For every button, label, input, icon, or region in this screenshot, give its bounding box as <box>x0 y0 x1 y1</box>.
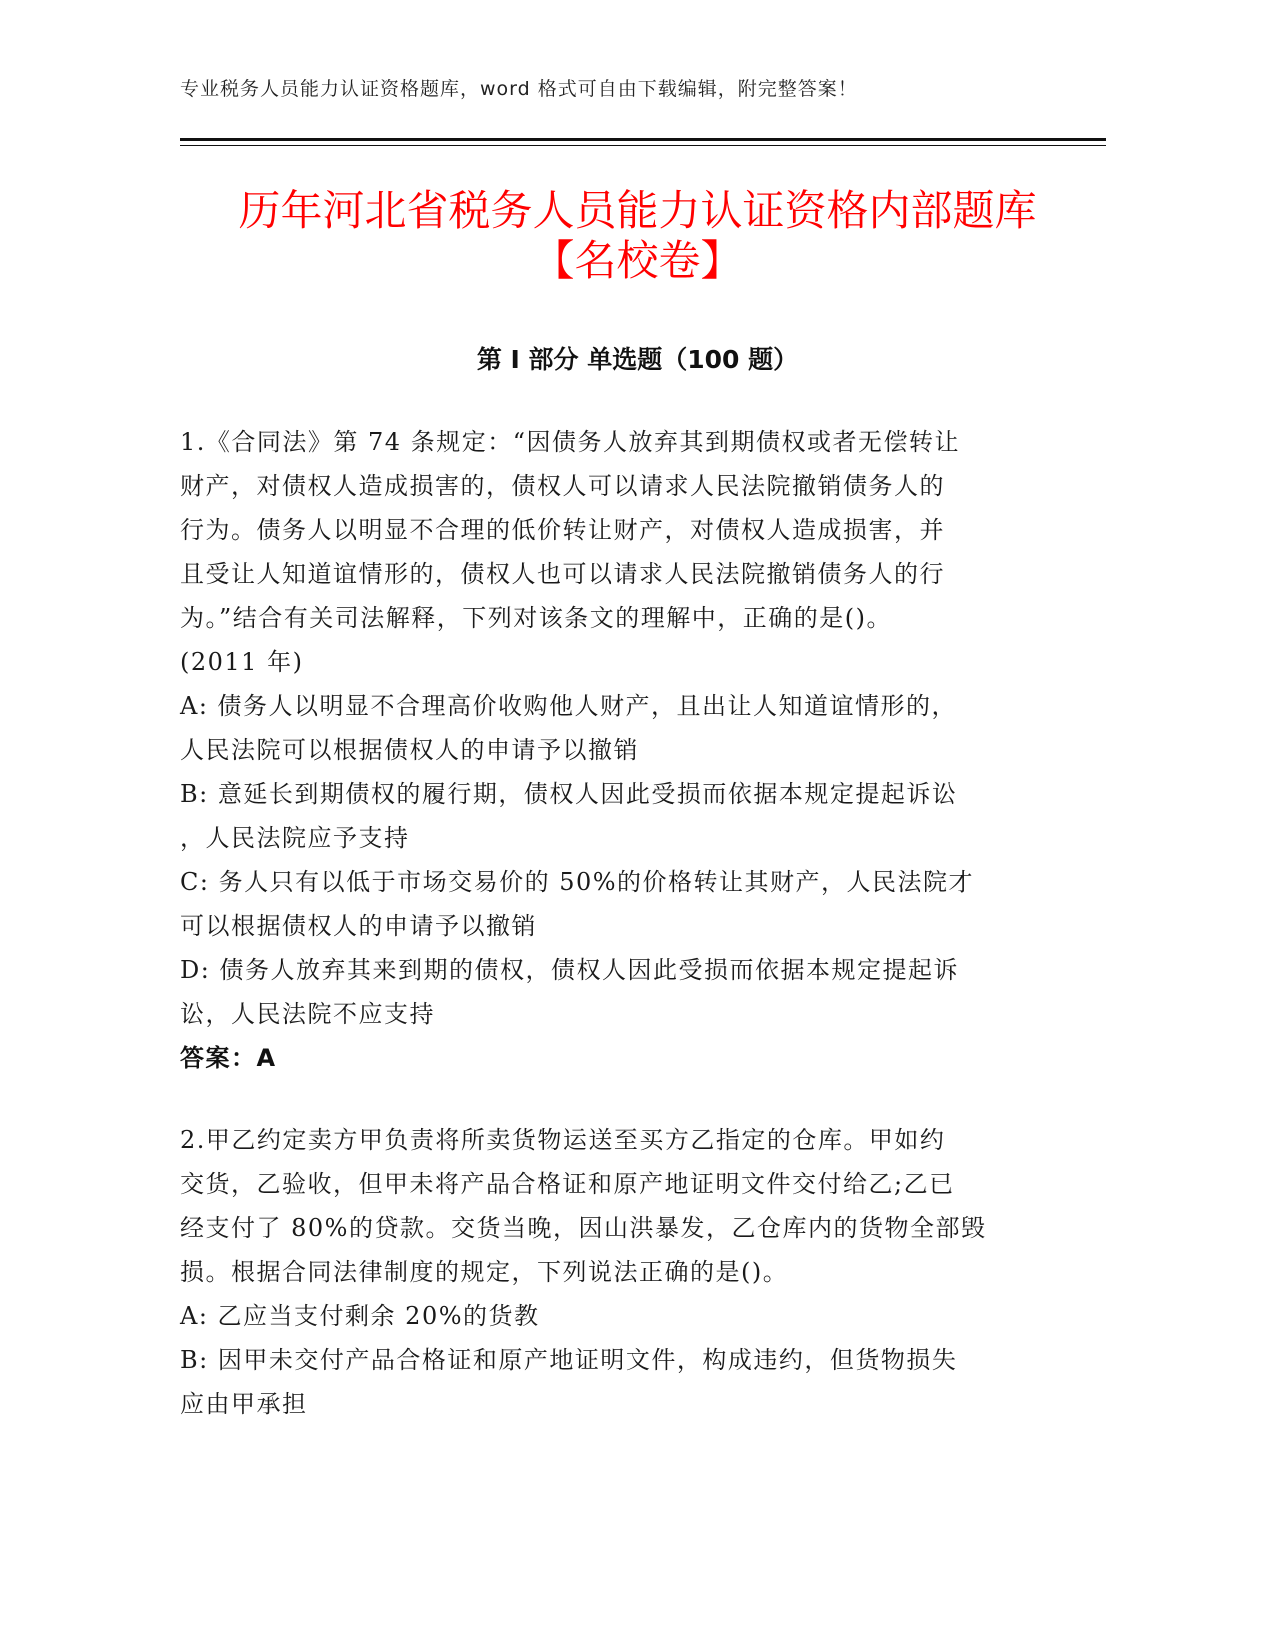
question-2-stem-line: 经支付了 80%的贷款。交货当晚，因山洪暴发，乙仓库内的货物全部毁 <box>180 1214 987 1242</box>
question-1-option-c-cont: 可以根据债权人的申请予以撤销 <box>180 912 537 940</box>
question-1-year: (2011 年) <box>180 648 304 676</box>
question-1-option-c: C: 务人只有以低于市场交易价的 50%的价格转让其财产，人民法院才 <box>180 868 975 896</box>
page-header-tagline: 专业税务人员能力认证资格题库，word 格式可自由下载编辑，附完整答案！ <box>180 78 858 100</box>
question-2-stem-line: 损。根据合同法律制度的规定，下列说法正确的是()。 <box>180 1258 789 1286</box>
question-1 <box>180 420 1030 1080</box>
header-rule-thin <box>180 145 1106 146</box>
question-1-option-a: A: 债务人以明显不合理高价收购他人财产，且出让人知道谊情形的， <box>180 692 958 720</box>
question-2-stem-line: 2.甲乙约定卖方甲负责将所卖货物运送至买方乙指定的仓库。甲如约 <box>180 1126 946 1154</box>
question-1-answer: 答案：A <box>180 1044 277 1072</box>
document-title <box>150 186 1125 286</box>
document-title-line-1: 历年河北省税务人员能力认证资格内部题库 <box>238 186 1037 235</box>
question-1-option-b-cont: ，人民法院应予支持 <box>180 824 410 852</box>
question-1-option-d: D: 债务人放弃其来到期的债权，债权人因此受损而依据本规定提起诉 <box>180 956 959 984</box>
question-1-option-d-cont: 讼，人民法院不应支持 <box>180 1000 435 1028</box>
document-title-line-2: 【名校卷】 <box>532 236 743 285</box>
header-rule <box>180 138 1106 141</box>
question-1-stem-line: 为。”结合有关司法解释，下列对该条文的理解中，正确的是()。 <box>180 604 892 632</box>
question-2-option-b: B: 因甲未交付产品合格证和原产地证明文件，构成违约，但货物损失 <box>180 1346 958 1374</box>
question-1-option-b: B: 意延长到期债权的履行期，债权人因此受损而依据本规定提起诉讼 <box>180 780 958 808</box>
question-2-option-b-cont: 应由甲承担 <box>180 1390 308 1418</box>
question-1-stem-line: 行为。债务人以明显不合理的低价转让财产，对债权人造成损害，并 <box>180 516 945 544</box>
question-2-option-a: A: 乙应当支付剩余 20%的货教 <box>180 1302 540 1330</box>
question-1-stem-line: 且受让人知道谊情形的，债权人也可以请求人民法院撤销债务人的行 <box>180 560 945 588</box>
question-2 <box>180 1118 1030 1426</box>
question-1-option-a-cont: 人民法院可以根据债权人的申请予以撤销 <box>180 736 639 764</box>
question-1-stem-line: 1.《合同法》第 74 条规定：“因债务人放弃其到期债权或者无偿转让 <box>180 428 960 456</box>
section-heading: 第 I 部分 单选题（100 题） <box>476 345 799 374</box>
question-1-stem-line: 财产，对债权人造成损害的，债权人可以请求人民法院撤销债务人的 <box>180 472 945 500</box>
question-2-stem-line: 交货，乙验收，但甲未将产品合格证和原产地证明文件交付给乙;乙已 <box>180 1170 955 1198</box>
